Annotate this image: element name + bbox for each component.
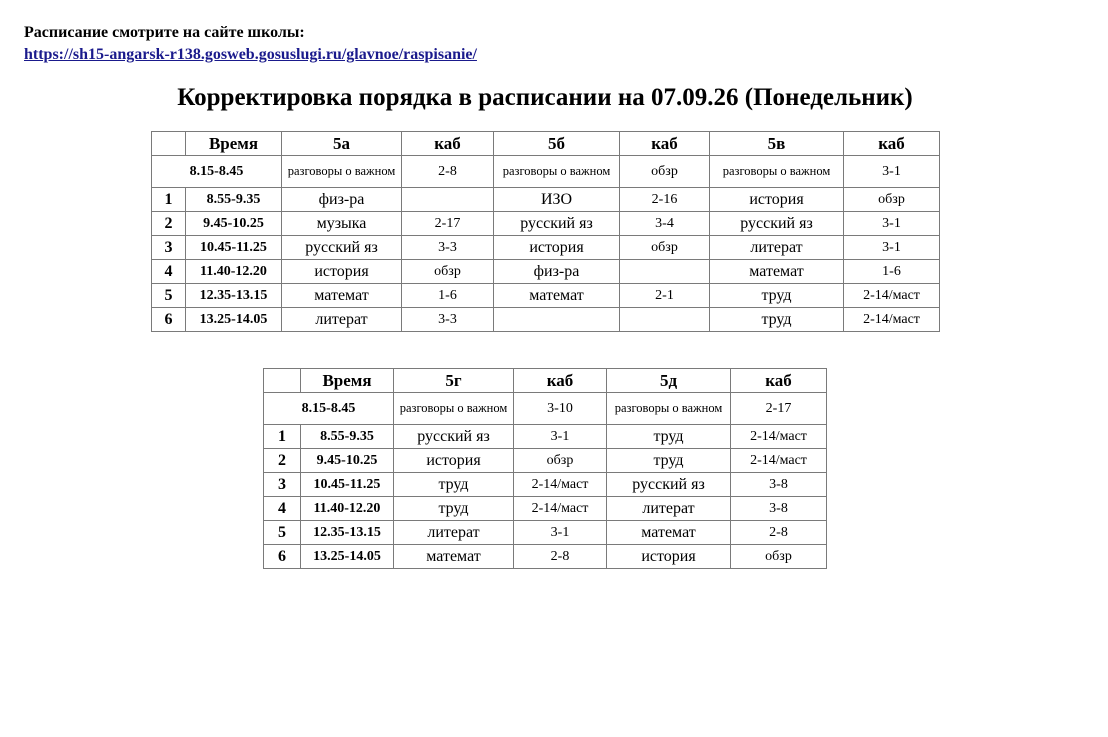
subject-cell: история [607,545,731,569]
subject-cell: история [494,236,620,260]
lesson-number: 6 [264,545,301,569]
room-cell: обзр [731,545,827,569]
table-row [264,473,827,497]
subject-cell: разговоры о важном [282,156,402,188]
room-cell: 2-16 [620,188,710,212]
subject-cell: русский яз [282,236,402,260]
room-cell: обзр [402,260,494,284]
room-cell: 2-14/маст [844,284,940,308]
subject-cell: ИЗО [494,188,620,212]
room-cell: 2-14/маст [731,425,827,449]
table-row [152,260,940,284]
table-row [152,236,940,260]
header-cell: Время [301,369,394,393]
time-cell: 10.45-11.25 [186,236,282,260]
header-row [264,369,827,393]
room-cell: 3-3 [402,236,494,260]
room-cell: 3-1 [844,236,940,260]
subject-cell: русский яз [607,473,731,497]
time-cell: 9.45-10.25 [301,449,394,473]
header-row [152,132,940,156]
room-cell: 3-8 [731,473,827,497]
lesson-number: 6 [152,308,186,332]
room-cell: 2-14/маст [514,497,607,521]
header-cell: 5г [394,369,514,393]
room-cell: 3-1 [844,156,940,188]
header-cell-empty [264,369,301,393]
header-cell: каб [620,132,710,156]
lesson-number: 2 [152,212,186,236]
time-cell: 12.35-13.15 [186,284,282,308]
header-cell-empty [152,132,186,156]
room-cell: 2-8 [731,521,827,545]
table-row [152,284,940,308]
room-cell: 2-8 [402,156,494,188]
time-cell: 11.40-12.20 [186,260,282,284]
room-cell [620,260,710,284]
subject-cell: труд [607,449,731,473]
table-body [152,156,940,332]
subject-cell: литерат [710,236,844,260]
lesson-number: 2 [264,449,301,473]
subject-cell: литерат [394,521,514,545]
time-cell: 9.45-10.25 [186,212,282,236]
subject-cell: литерат [282,308,402,332]
lesson-number: 5 [152,284,186,308]
room-cell: 2-14/маст [844,308,940,332]
subject-cell: разговоры о важном [394,393,514,425]
schedule-table-5gd [263,368,827,569]
room-cell: обзр [620,236,710,260]
subject-cell: математ [710,260,844,284]
time-cell: 11.40-12.20 [301,497,394,521]
room-cell: обзр [620,156,710,188]
table-row [152,156,940,188]
time-cell: 8.55-9.35 [301,425,394,449]
schedule-table-5abv [151,131,940,332]
room-cell: 2-1 [620,284,710,308]
lesson-number: 3 [152,236,186,260]
time-cell: 12.35-13.15 [301,521,394,545]
subject-cell: история [394,449,514,473]
subject-cell: труд [710,284,844,308]
room-cell: 2-17 [402,212,494,236]
lesson-number: 1 [152,188,186,212]
room-cell: 2-14/маст [514,473,607,497]
time-cell: 13.25-14.05 [301,545,394,569]
lesson-number: 4 [264,497,301,521]
time-cell: 13.25-14.05 [186,308,282,332]
subject-cell: физ-ра [494,260,620,284]
table-row [264,393,827,425]
header-cell: 5в [710,132,844,156]
room-cell: 1-6 [844,260,940,284]
subject-cell: история [710,188,844,212]
schedule-link[interactable]: https://sh15-angarsk-r138.gosweb.gosuslugi.ru/glavnoe/raspisanie/ [24,46,477,63]
lesson-number: 5 [264,521,301,545]
subject-cell: история [282,260,402,284]
subject-cell: музыка [282,212,402,236]
subject-cell: труд [394,473,514,497]
room-cell: 3-10 [514,393,607,425]
room-cell: 3-1 [514,425,607,449]
subject-cell: труд [607,425,731,449]
table-row [264,545,827,569]
time-cell: 10.45-11.25 [301,473,394,497]
subject-cell: русский яз [710,212,844,236]
table-row [264,497,827,521]
room-cell: 1-6 [402,284,494,308]
header-cell: Время [186,132,282,156]
room-cell [402,188,494,212]
subject-cell: разговоры о важном [607,393,731,425]
time-cell: 8.15-8.45 [152,156,282,188]
page-title: Корректировка порядка в расписании на 07.09.26 (Понедельник) [177,84,913,111]
room-cell: 3-1 [844,212,940,236]
room-cell: 3-8 [731,497,827,521]
intro-block [24,22,477,66]
room-cell: 2-8 [514,545,607,569]
header-cell: каб [844,132,940,156]
header-cell: 5а [282,132,402,156]
subject-cell: русский яз [394,425,514,449]
room-cell: обзр [844,188,940,212]
subject-cell: труд [394,497,514,521]
time-cell: 8.15-8.45 [264,393,394,425]
header-cell: каб [402,132,494,156]
room-cell: 2-14/маст [731,449,827,473]
subject-cell: математ [394,545,514,569]
table-row [264,521,827,545]
subject-cell: физ-ра [282,188,402,212]
intro-text: Расписание смотрите на сайте школы: [24,24,305,41]
subject-cell: математ [494,284,620,308]
subject-cell: математ [607,521,731,545]
room-cell: 2-17 [731,393,827,425]
header-cell: каб [731,369,827,393]
lesson-number: 3 [264,473,301,497]
subject-cell: разговоры о важном [494,156,620,188]
subject-cell: русский яз [494,212,620,236]
header-cell: 5б [494,132,620,156]
table-row [264,425,827,449]
room-cell: обзр [514,449,607,473]
room-cell: 3-3 [402,308,494,332]
subject-cell: труд [710,308,844,332]
lesson-number: 1 [264,425,301,449]
table-row [152,212,940,236]
table-row [264,449,827,473]
lesson-number: 4 [152,260,186,284]
table-body [264,393,827,569]
room-cell: 3-1 [514,521,607,545]
subject-cell [494,308,620,332]
header-cell: каб [514,369,607,393]
table-row [152,308,940,332]
room-cell [620,308,710,332]
subject-cell: математ [282,284,402,308]
subject-cell: разговоры о важном [710,156,844,188]
table-row [152,188,940,212]
subject-cell: литерат [607,497,731,521]
time-cell: 8.55-9.35 [186,188,282,212]
header-cell: 5д [607,369,731,393]
room-cell: 3-4 [620,212,710,236]
